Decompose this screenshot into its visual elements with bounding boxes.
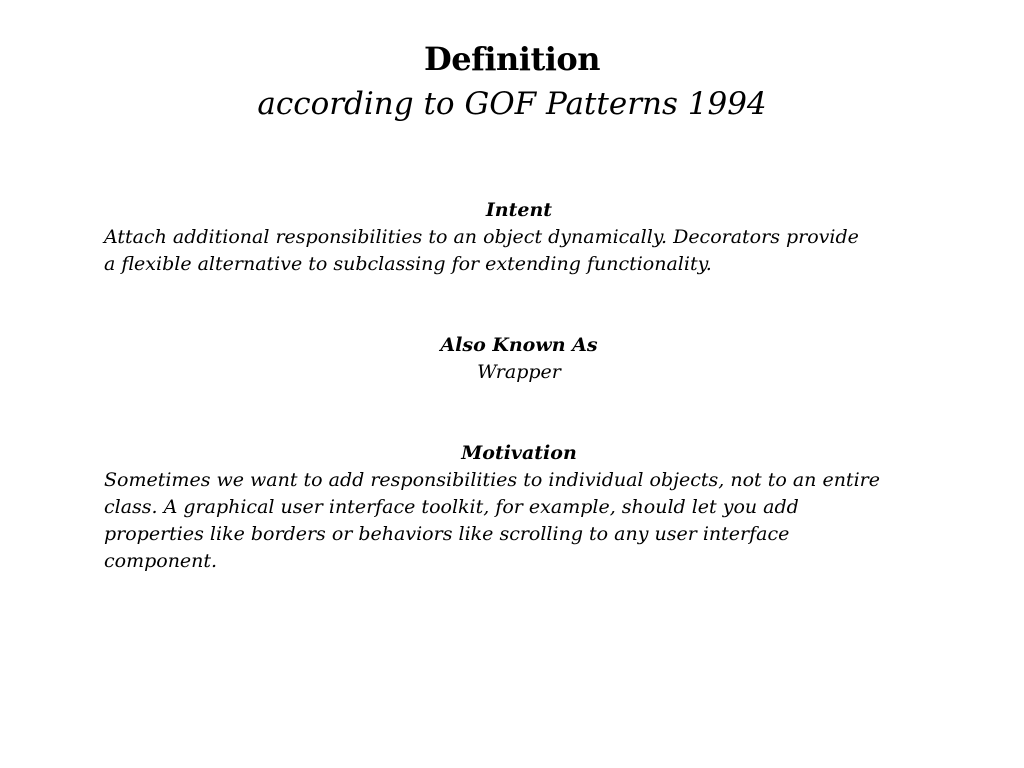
motivation-line: Sometimes we want to add responsibilities to individual objects, not to an entire [104, 469, 880, 491]
also-known-as-section [104, 332, 934, 386]
also-known-as-body [104, 359, 934, 386]
intent-line: Attach additional responsibilities to an object dynamically. Decorators provide [104, 226, 859, 248]
motivation-line: class. A graphical user interface toolkit, for example, should let you add [104, 496, 799, 518]
intent-line: a flexible alternative to subclassing for extending functionality. [104, 253, 712, 275]
title-block [0, 38, 1024, 126]
intent-body [104, 224, 934, 278]
motivation-section [104, 440, 934, 575]
motivation-body [104, 467, 934, 575]
intent-heading: Intent [485, 199, 553, 221]
motivation-line: properties like borders or behaviors like scrolling to any user interface [104, 523, 790, 545]
motivation-line: component. [104, 550, 218, 572]
slide-title: Definition [424, 40, 600, 78]
slide-subtitle: according to GOF Patterns 1994 [257, 86, 767, 122]
motivation-heading: Motivation [461, 442, 577, 464]
also-known-as-heading: Also Known As [440, 334, 598, 356]
intent-section [104, 197, 934, 278]
also-known-as-line: Wrapper [477, 361, 561, 383]
